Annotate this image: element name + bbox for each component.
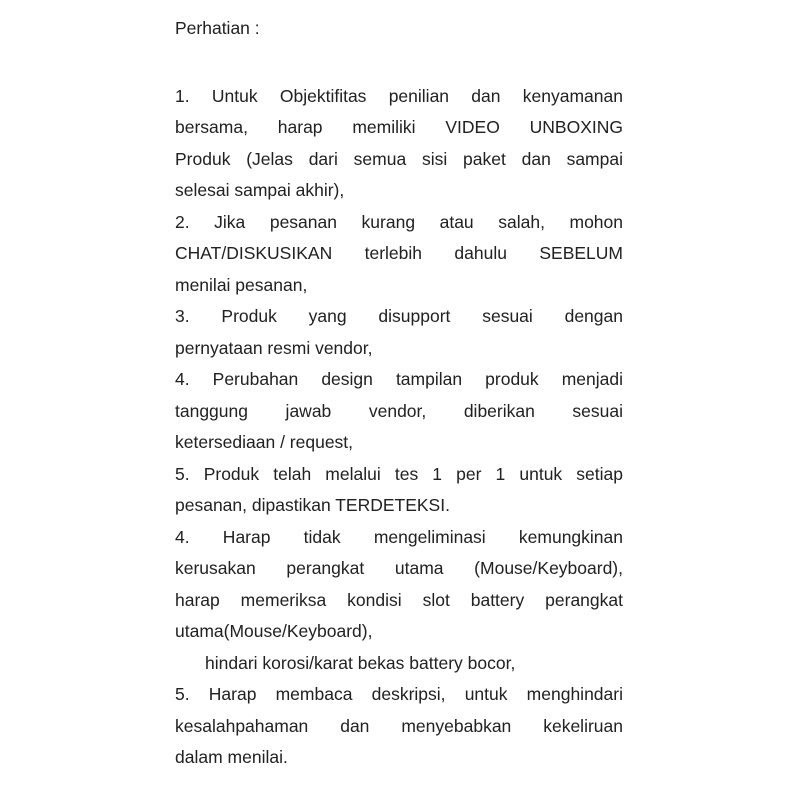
text-line: tanggung jawab vendor, diberikan sesuai: [175, 400, 623, 421]
text-line: kerusakan perangkat utama (Mouse/Keyboard),: [175, 558, 623, 578]
text-line: kesalahpahaman dan menyebabkan kekeliruan: [175, 715, 623, 736]
text-line: selesai sampai akhir),: [175, 180, 345, 200]
notice-heading: Perhatian :: [175, 18, 260, 38]
text-line: utama(Mouse/Keyboard),: [175, 621, 373, 641]
text-line: harap memeriksa kondisi slot battery perangkat: [175, 589, 623, 610]
text-line: hindari korosi/karat bekas battery bocor,: [205, 652, 516, 673]
text-line: bersama, harap memiliki VIDEO UNBOXING: [175, 117, 623, 137]
notice-text-block: [175, 13, 623, 774]
text-line: 5. Harap membaca deskripsi, untuk menghindari: [175, 684, 623, 704]
text-line: menilai pesanan,: [175, 274, 308, 295]
text-line: Produk (Jelas dari semua sisi paket dan sampai: [175, 148, 623, 169]
text-line: 5. Produk telah melalui tes 1 per 1 untuk setiap: [175, 463, 623, 484]
text-line: pesanan, dipastikan TERDETEKSI.: [175, 495, 450, 515]
text-line: 2. Jika pesanan kurang atau salah, mohon: [175, 211, 623, 232]
text-line: 1. Untuk Objektifitas penilian dan kenyamanan: [175, 85, 623, 106]
text-line: dalam menilai.: [175, 747, 288, 767]
text-line: CHAT/DISKUSIKAN terlebih dahulu SEBELUM: [175, 243, 623, 263]
text-line: 3. Produk yang disupport sesuai dengan: [175, 306, 623, 326]
text-line: pernyataan resmi vendor,: [175, 337, 373, 358]
text-line: 4. Perubahan design tampilan produk menjadi: [175, 369, 623, 389]
text-line: ketersediaan / request,: [175, 432, 354, 452]
text-line: 4. Harap tidak mengeliminasi kemungkinan: [175, 526, 623, 547]
